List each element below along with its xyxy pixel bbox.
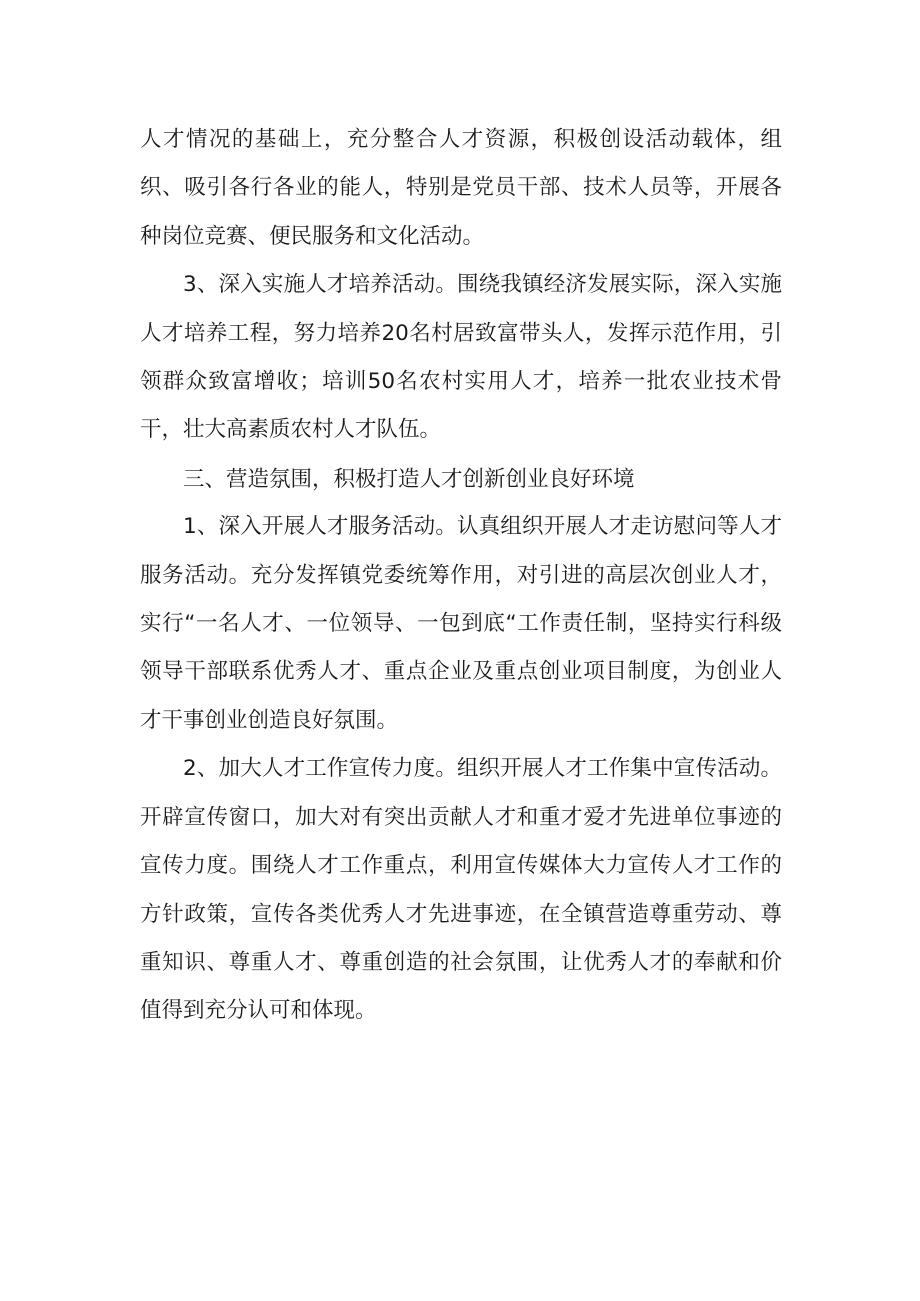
paragraph-section3-item-2: 2、加大人才工作宣传力度。组织开展人才工作集中宣传活动。开辟宣传窗口，加大对有突出贡献人才和重才爱才先进单位事迹的宣传力度。围绕人才工作重点，利用宣传媒体大力宣传人才工作的方针政策，宣传各类优秀人才先进事迹，在全镇营造尊重劳动、尊重知识、尊重人才、尊重创造的社会氛围，让优秀人才的奉献和价值得到充分认可和体现。 [140, 756, 782, 1024]
document-body [140, 116, 782, 1036]
paragraph-section3-item-1: 1、深入开展人才服务活动。认真组织开展人才走访慰问等人才服务活动。充分发挥镇党委统筹作用，对引进的高层次创业人才，实行“一名人才、一位领导、一包到底“工作责任制，坚持实行科级领导干部联系优秀人才、重点企业及重点创业项目制度，为创业人才干事创业创造良好氛围。 [140, 514, 782, 733]
paragraph-item-3: 3、深入实施人才培养活动。围绕我镇经济发展实际，深入实施人才培养工程，努力培养20名村居致富带头人，发挥示范作用，引领群众致富增收；培训50名农村实用人才，培养一批农业技术骨干，壮大高素质农村人才队伍。 [140, 272, 782, 443]
paragraph-continuation: 人才情况的基础上，充分整合人才资源，积极创设活动载体，组织、吸引各行各业的能人，特别是党员干部、技术人员等，开展各种岗位竞赛、便民服务和文化活动。 [140, 127, 782, 249]
section-heading: 三、营造氛围，积极打造人才创新创业良好环境 [183, 466, 635, 491]
